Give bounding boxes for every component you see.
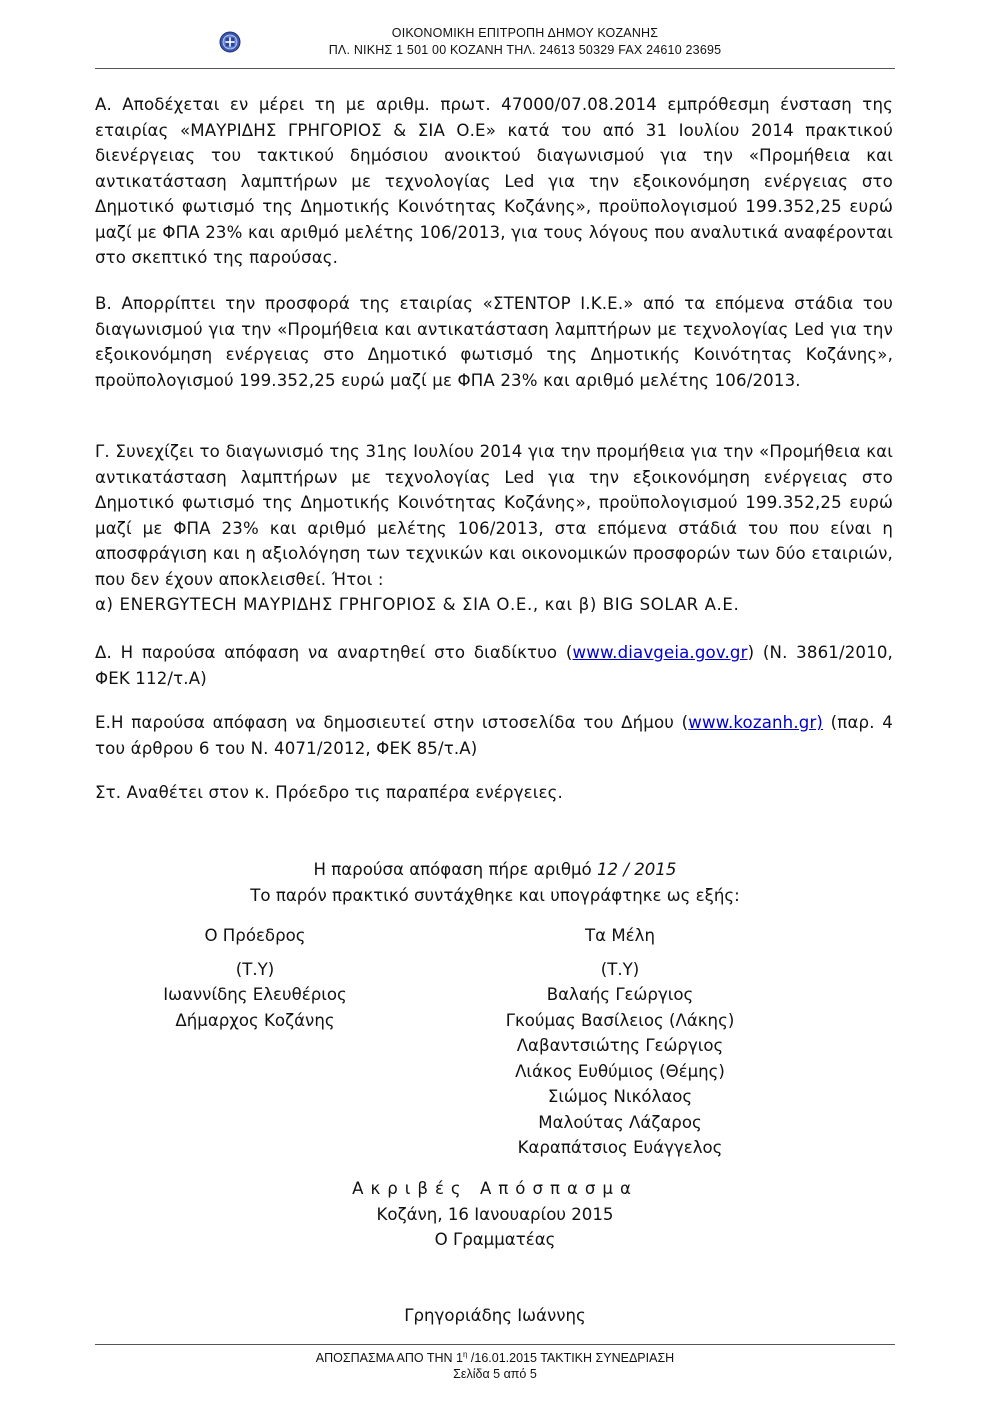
header-address: ΠΛ. ΝΙΚΗΣ 1 501 00 ΚΟΖΑΝΗ ΤΗΛ. 24613 50329 FAX 24610 23695 bbox=[328, 43, 722, 57]
header-title: ΟΙΚΟΝΟΜΙΚΗ ΕΠΙΤΡΟΠΗ ΔΗΜΟΥ ΚΟΖΑΝΗΣ bbox=[391, 26, 659, 40]
diavgeia-link[interactable]: www.diavgeia.gov.gr bbox=[572, 643, 748, 662]
member-name: Γκούμας Βασίλειος (Λάκης) bbox=[505, 1010, 735, 1030]
member-name: Βαλαής Γεώργιος bbox=[546, 985, 694, 1004]
chair-ty: (Τ.Υ) bbox=[235, 959, 275, 979]
footer-divider bbox=[95, 1344, 895, 1345]
secretary-title: Ο Γραμματέας bbox=[434, 1230, 556, 1249]
header-divider bbox=[95, 68, 895, 69]
chair-signature-block bbox=[130, 923, 380, 1033]
paragraph-e-text-post: (παρ. 4 του άρθρου 6 του Ν. 4071/2012, ΦΕΚ 85/τ.Α) bbox=[95, 713, 893, 758]
chair-role: Δήμαρχος Κοζάνης bbox=[175, 1010, 335, 1030]
paragraph-c-text: Γ. Συνεχίζει το διαγωνισμό της 31ης Ιουλίου 2014 για την προμήθεια για την «Προμήθεια και αντικατάσταση λαμπτήρων με τεχνολογίας Led για την εξοικονόμηση ενέργειας στο Δημοτικό φωτισμό της Δημοτικής Κοινότητας Κοζάνης», προϋπολογισμού 199.352,25 ευρώ μαζί με ΦΠΑ 23% και αριθμό μελέτης 106/2013, στα επόμενα στάδιά του που είναι η αποσφράγιση και η αξιολόγηση των τεχνικών και οικονομικών προσφορών των δύο εταιριών, που δεν έχουν αποκλεισθεί. Ήτοι : bbox=[95, 442, 893, 589]
members-signature-block bbox=[480, 923, 760, 1161]
member-name: Λιάκος Ευθύμιος (Θέμης) bbox=[515, 1061, 725, 1081]
member-name: Μαλούτας Λάζαρος bbox=[538, 1112, 702, 1132]
paragraph-d bbox=[95, 640, 893, 691]
member-name: Σιώμος Νικόλαος bbox=[547, 1087, 693, 1106]
chair-name: Ιωαννίδης Ελευθέριος bbox=[163, 985, 347, 1004]
decision-number: 12 / 2015 bbox=[596, 860, 677, 879]
members-title: Τα Μέλη bbox=[585, 926, 655, 945]
paragraph-b bbox=[95, 291, 893, 393]
paragraph-c bbox=[95, 439, 893, 618]
footer-extract-sup: η bbox=[462, 1350, 468, 1359]
paragraph-d-text-post: ) (Ν. 3861/2010, ΦΕΚ 112/τ.Α) bbox=[95, 643, 893, 688]
decision-block bbox=[95, 857, 895, 908]
extract-place-date: Κοζάνη, 16 Ιανουαρίου 2015 bbox=[376, 1204, 614, 1224]
footer-page-number: Σελίδα 5 από 5 bbox=[453, 1367, 537, 1381]
member-name: Καραπάτσιος Ευάγγελος bbox=[517, 1138, 723, 1157]
kozanh-link[interactable]: www.kozanh.gr) bbox=[688, 713, 824, 732]
footer-extract-line bbox=[95, 1350, 895, 1365]
footer-extract-pre: ΑΠΟΣΠΑΣΜΑ ΑΠΟ ΤΗΝ 1 bbox=[315, 1351, 463, 1366]
paragraph-a bbox=[95, 92, 893, 271]
page-header bbox=[95, 22, 895, 70]
paragraph-f bbox=[95, 780, 893, 806]
paragraph-f-text: Στ. Αναθέτει στον κ. Πρόεδρο τις παραπέρα ενέργειες. bbox=[95, 783, 563, 802]
decision-signed-statement: Το παρόν πρακτικό συντάχθηκε και υπογράφτηκε ως εξής: bbox=[250, 885, 740, 905]
paragraph-a-text: Α. Αποδέχεται εν μέρει τη με αριθμ. πρωτ. 47000/07.08.2014 εμπρόθεσμη ένσταση της εταιρίας «ΜΑΥΡΙΔΗΣ ΓΡΗΓΟΡΙΟΣ & ΣΙΑ Ο.Ε» κατά του από 31 Ιουλίου 2014 πρακτικού διενέργειας του τακτικού δημόσιου ανοικτού διαγωνισμού για την «Προμήθεια και αντικατάσταση λαμπτήρων με τεχνολογίας Led για την εξοικονόμηση ενέργειας στο Δημοτικό φωτισμό της Δημοτικής Κοινότητας Κοζάνης», προϋπολογισμού 199.352,25 ευρώ μαζί με ΦΠΑ 23% και αριθμό μελέτης 106/2013, για τους λόγους που αναλυτικά αναφέρονται στο σκεπτικό της παρούσας. bbox=[95, 95, 893, 267]
members-ty: (Τ.Υ) bbox=[600, 959, 640, 979]
decision-number-label: Η παρούσα απόφαση πήρε αριθμό bbox=[313, 860, 597, 879]
extract-block bbox=[95, 1176, 895, 1253]
paragraph-b-text: Β. Απορρίπτει την προσφορά της εταιρίας «ΣΤΕΝΤΟΡ Ι.Κ.Ε.» από τα επόμενα στάδια του διαγωνισμού για την «Προμήθεια και αντικατάσταση λαμπτήρων με τεχνολογίας Led για την εξοικονόμηση ενέργειας στο Δημοτικό φωτισμό της Δημοτικής Κοινότητας Κοζάνης», προϋπολογισμού 199.352,25 ευρώ μαζί με ΦΠΑ 23% και αριθμό μελέτης 106/2013. bbox=[95, 294, 893, 390]
paragraph-d-text-pre: Δ. Η παρούσα απόφαση να αναρτηθεί στο διαδίκτυο ( bbox=[95, 643, 573, 662]
member-name: Λαβαντσιώτης Γεώργιος bbox=[516, 1036, 724, 1055]
secretary-name: Γρηγοριάδης Ιωάννης bbox=[404, 1306, 586, 1325]
paragraph-e bbox=[95, 710, 893, 761]
paragraph-e-text-pre: Ε.Η παρούσα απόφαση να δημοσιευτεί στην ιστοσελίδα του Δήμου ( bbox=[95, 713, 689, 732]
paragraph-c-list: α) ENERGYTECH ΜΑΥΡΙΔΗΣ ΓΡΗΓΟΡΙΟΣ & ΣΙΑ Ο.Ε., και β) BIG SOLAR Α.Ε. bbox=[95, 595, 740, 614]
chair-title: Ο Πρόεδρος bbox=[204, 926, 306, 945]
footer-extract-post: /16.01.2015 ΤΑΚΤΙΚΗ ΣΥΝΕΔΡΙΑΣΗ bbox=[467, 1351, 675, 1366]
extract-title: Ακριβές Απόσπασμα bbox=[352, 1179, 638, 1198]
